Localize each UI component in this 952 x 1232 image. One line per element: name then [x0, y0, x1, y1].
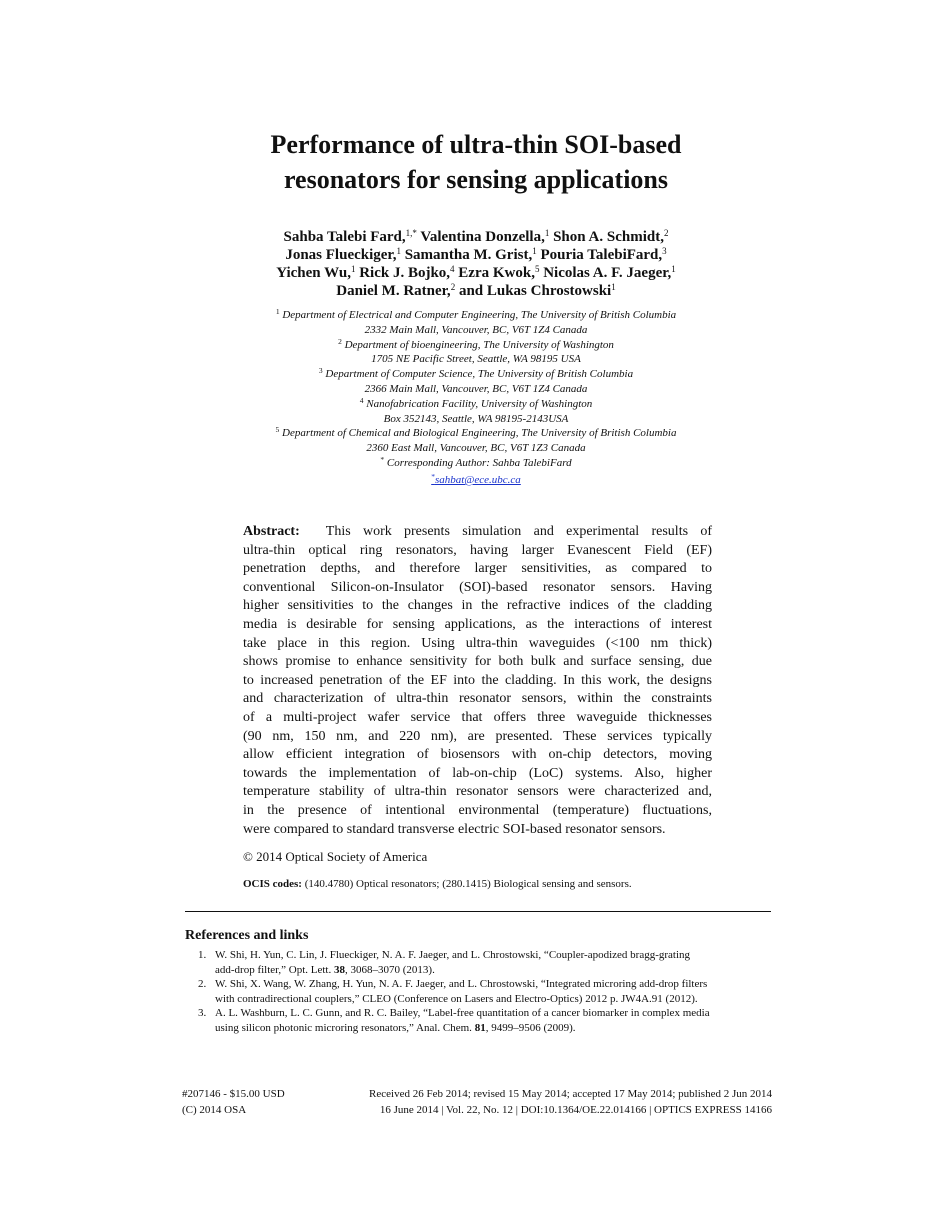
footer-row [182, 1103, 772, 1119]
affiliation: $^5$ Department of Chemical and Biological Engineering, The University of British Columbia 2360 East Mall, Vancouver, BC, V6T 1Z3 Canada [275, 425, 677, 455]
abstract-line: (90 nm, 150 nm, and 220 nm), are presented. These services typically [243, 728, 712, 744]
abstract-line: temperature stability of ultra-thin resonator sensors were characterized and, [243, 784, 712, 800]
author-line [196, 246, 756, 264]
abstract-line: and characterization of ultra-thin resonator sensors, within the constraints [243, 691, 712, 707]
section-divider [185, 911, 771, 912]
affiliation: $^4$ Nanofabrication Facility, University of Washington Box 352143, Seattle, WA 98195-2143USA [359, 395, 593, 425]
footer-citation: 16 June 2014 | Vol. 22, No. 12 | DOI:10.1364/OE.22.014166 | OPTICS EXPRESS 14166 [379, 1103, 772, 1116]
email-line [196, 474, 756, 486]
author-line [196, 264, 756, 282]
affiliation: $^3$ Department of Computer Science, The University of British Columbia 2366 Main Mall, Vancouver, BC, V6T 1Z4 Canada [318, 366, 634, 395]
abstract-line: in the presence of intentional environmental (temperature) fluctuations, [243, 802, 712, 818]
affiliation: $^1$ Department of Electrical and Computer Engineering, The University of British Columbia 2332 Main Mall, Vancouver, BC, V6T 1Z4 Canada [275, 307, 677, 336]
abstract-line: towards the implementation of lab-on-chip (LoC) systems. Also, higher [243, 765, 712, 781]
paper-title [176, 127, 776, 197]
reference-item: 3. A. L. Washburn, L. C. Gunn, and R. C. Bailey, “Label-free quantitation of a cancer biomarker in complex media using silicon photonic microring resonators,” Anal. Chem. 81, 9499–9506 (2009). [198, 1007, 710, 1034]
title-line: resonators for sensing applications [283, 165, 669, 194]
reference-item: 1. W. Shi, H. Yun, C. Lin, J. Flueckiger, N. A. F. Jaeger, and L. Chrostowski, “Coupler-apodized bragg-grating add-drop filter,” Opt. Lett. 38, 3068–3070 (2013). [198, 949, 691, 976]
abstract-line: ultra-thin optical ring resonators, having larger Evanescent Field (EF) [243, 542, 712, 558]
reference-list [185, 948, 771, 1036]
author: Yichen Wu,$^1$ [276, 264, 356, 281]
reference-item: 2. W. Shi, X. Wang, W. Zhang, H. Yun, N. A. F. Jaeger, and L. Chrostowski, “Integrated microring add-drop filters with contradirectional couplers,” CLEO (Conference on Lasers and Electro-Optics) 2012 p. JW4A.91 (2012). [198, 978, 708, 1005]
affiliation-list [196, 308, 756, 471]
abstract-line: to increased penetration of the EF into the cladding. In this work, the designs [243, 672, 712, 688]
abstract [243, 523, 712, 839]
author: Nicolas A. F. Jaeger,$^1$ [543, 264, 676, 281]
email-link[interactable]: *sahbat@ece.ubc.ca [431, 472, 521, 486]
footer-dates: Received 26 Feb 2014; revised 15 May 2014; accepted 17 May 2014; published 2 Jun 2014 [369, 1088, 772, 1100]
author: Pouria TalebiFard,$^3$ [540, 246, 667, 263]
ocis-codes [243, 878, 632, 890]
author-line [196, 282, 756, 300]
abstract-line: take place in this region. Using ultra-thin waveguides (<100 nm thick) [243, 635, 712, 651]
abstract-line: were compared to standard transverse electric SOI-based resonator sensors. [243, 821, 666, 837]
author-line [196, 228, 756, 246]
abstract-line: shows promise to enhance sensitivity for both bulk and surface sensing, due [243, 654, 712, 670]
references-heading: References and links [185, 928, 309, 943]
corresponding-author: * Corresponding Author: Sahba TalebiFard [380, 454, 572, 469]
ocis-label: OCIS codes: [243, 878, 302, 890]
abstract-line: media is desirable for sensing applications, as the interactions of interest [243, 616, 712, 632]
author: Sahba Talebi Fard,$^{1,*}$ [283, 228, 417, 245]
author: Ezra Kwok,$^5$ [458, 264, 540, 281]
abstract-line: allow efficient integration of biosensors with on-chip detectors, moving [243, 747, 712, 763]
abstract-line: penetration depths, and therefore larger sensitivities, as compared to [243, 561, 712, 577]
ocis-text: (140.4780) Optical resonators; (280.1415) Biological sensing and sensors. [304, 878, 632, 890]
abstract-line: Abstract: This work presents simulation and experimental results of [243, 524, 712, 539]
title-line: Performance of ultra-thin SOI-based [270, 130, 682, 159]
author: Shon A. Schmidt,$^2$ [553, 228, 669, 245]
footer-copyright: (C) 2014 OSA [182, 1103, 247, 1116]
author: and Lukas Chrostowski$^1$ [458, 282, 616, 299]
abstract-label: Abstract: [243, 524, 300, 539]
abstract-line: of a multi-project wafer service that offers three waveguide thicknesses [243, 709, 712, 725]
footer-price: #207146 - $15.00 USD [182, 1088, 285, 1100]
page-footer [182, 1087, 772, 1118]
author: Jonas Flueckiger,$^1$ [285, 246, 401, 263]
abstract-line: higher sensitivities to the changes in the refractive indices of the cladding [243, 598, 712, 614]
author: Daniel M. Ratner,$^2$ [336, 282, 456, 299]
affiliation: $^2$ Department of bioengineering, The University of Washington 1705 NE Pacific Street, Seattle, WA 98195 USA [338, 336, 614, 366]
footer-row [182, 1087, 772, 1103]
author: Rick J. Bojko,$^4$ [359, 264, 455, 281]
abstract-line: conventional Silicon-on-Insulator (SOI)-based resonator sensors. Having [243, 579, 712, 595]
author: Valentina Donzella,$^1$ [420, 228, 550, 245]
copyright-notice: © 2014 Optical Society of America [243, 849, 428, 864]
author-list [196, 228, 756, 300]
author: Samantha M. Grist,$^1$ [404, 246, 537, 263]
